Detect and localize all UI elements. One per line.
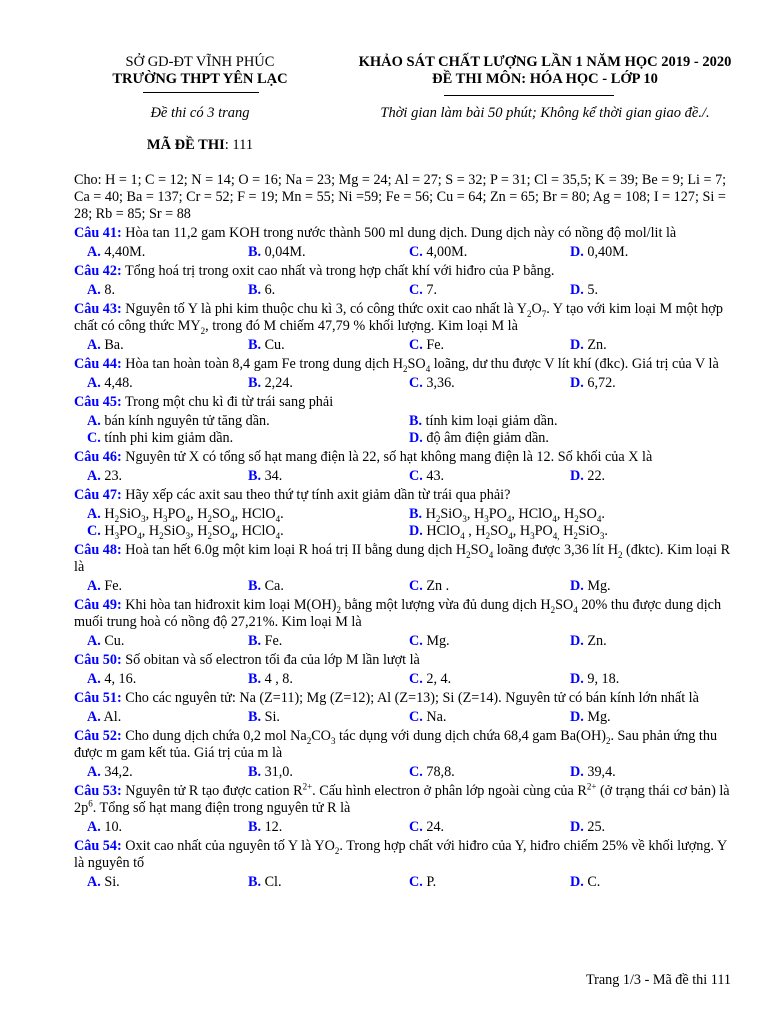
option-letter: A. (87, 874, 101, 890)
option-letter: A. (87, 413, 101, 429)
question-text: Số obitan và số electron tối đa của lớp M lần lượt là (121, 652, 420, 668)
answer-option-c (409, 709, 570, 726)
option-letter: B. (248, 633, 262, 649)
answer-options (74, 578, 736, 595)
question (74, 542, 736, 595)
question (74, 690, 736, 726)
answer-option-a (87, 633, 248, 650)
question (74, 783, 736, 836)
option-text: 4 , 8. (261, 671, 293, 687)
option-letter: C. (409, 874, 423, 890)
answer-option-a (87, 709, 248, 726)
option-text: 34. (261, 468, 283, 484)
answer-option-d (570, 337, 731, 354)
question-stem (74, 652, 736, 669)
option-text: 5. (583, 282, 598, 298)
option-text: 8. (100, 282, 115, 298)
question-stem (74, 690, 736, 707)
option-letter: A. (87, 709, 101, 725)
option-letter: B. (409, 506, 423, 522)
option-text: 31,0. (261, 764, 293, 780)
option-letter: D. (570, 764, 584, 780)
page-footer: Trang 1/3 - Mã đề thi 111 (585, 972, 731, 988)
option-letter: B. (248, 244, 262, 260)
option-text: Mg. (583, 578, 611, 594)
question-number: Câu 54: (74, 838, 122, 854)
question-number: Câu 48: (74, 542, 122, 558)
answer-option-d (570, 578, 731, 595)
option-letter: C. (409, 671, 423, 687)
answer-option-c (409, 337, 570, 354)
option-text: Ca. (261, 578, 284, 594)
header-left (70, 54, 330, 88)
option-text: $H_2SiO_3$, $H_3PO_4$, $H_2SO_4$, HClO$_4$. (100, 506, 284, 524)
answer-option-a (87, 819, 248, 836)
question-text: Cho dung dịch chứa 0,2 mol $Na_2CO_3$ tác dụng với dung dịch chứa 68,4 gam $Ba(OH)_2$. Sau phản ứng thu được m gam kết tủa. Giá trị của m là (74, 728, 718, 761)
question-number: Câu 44: (74, 356, 122, 372)
answer-option-a (87, 337, 248, 354)
option-letter: C. (409, 764, 423, 780)
answer-option-b (248, 671, 409, 688)
question-stem (74, 783, 736, 817)
option-letter: A. (87, 375, 101, 391)
option-letter: D. (570, 819, 584, 835)
option-text: tính phi kim giảm dần. (100, 430, 234, 446)
option-letter: B. (248, 709, 262, 725)
question-stem (74, 487, 736, 504)
question-stem (74, 542, 736, 576)
answer-option-a (87, 764, 248, 781)
header-right-rule (444, 95, 614, 96)
option-text: 22. (583, 468, 606, 484)
question-number: Câu 52: (74, 728, 122, 744)
option-letter: A. (87, 337, 101, 353)
question (74, 301, 736, 354)
question-text: Khi hòa tan hiđroxit kim loại $M(OH)_2$ bằng một lượng vừa đủ dung dịch $H_2SO_4$ 20% thu được dung dịch muối trung hoà có nồng độ 27,21%. Kim loại M là (74, 597, 722, 630)
answer-option-c (409, 874, 570, 891)
option-text: 6,72. (583, 375, 616, 391)
option-text: 23. (100, 468, 123, 484)
option-text: Cu. (100, 633, 125, 649)
answer-option-d (570, 819, 731, 836)
question (74, 449, 736, 485)
option-text: độ âm điện giảm dần. (422, 430, 549, 446)
exam-subject: ĐỀ THI MÔN: HÓA HỌC - LỚP 10 (432, 71, 658, 87)
pages-note: Đề thi có 3 trang (150, 105, 250, 121)
answer-options (74, 375, 736, 392)
option-text: 10. (100, 819, 123, 835)
answer-option-b (248, 337, 409, 354)
option-text: Fe. (422, 337, 445, 353)
option-text: Na. (422, 709, 447, 725)
option-text: 4,00M. (422, 244, 468, 260)
question (74, 356, 736, 392)
answer-options (74, 819, 736, 836)
answer-option-a (87, 506, 409, 523)
question-stem (74, 838, 736, 872)
answer-options (74, 337, 736, 354)
option-letter: C. (409, 375, 423, 391)
question-stem (74, 263, 736, 280)
answer-option-b (248, 578, 409, 595)
answer-option-a (87, 468, 248, 485)
option-letter: B. (248, 468, 262, 484)
option-letter: B. (248, 337, 262, 353)
option-letter: D. (570, 874, 584, 890)
answer-option-a (87, 578, 248, 595)
option-text: $H_3PO_4$, $H_2SiO_3$, $H_2SO_4$, HClO$_4$. (100, 523, 284, 541)
answer-option-d (570, 764, 731, 781)
option-letter: B. (248, 819, 262, 835)
option-letter: B. (248, 874, 262, 890)
option-letter: B. (248, 578, 262, 594)
option-letter: D. (570, 375, 584, 391)
option-text: 24. (422, 819, 445, 835)
option-text: 0,40M. (583, 244, 629, 260)
answer-option-d (570, 633, 731, 650)
question-stem (74, 225, 736, 242)
time-note: Thời gian làm bài 50 phút; Không kể thời gian giao đề./. (380, 105, 710, 121)
exam-code (70, 137, 330, 154)
option-text: $H_2SiO_3$, $H_3PO_4$, HClO$_4$, $H_2SO_4$. (422, 506, 605, 524)
answer-option-b (248, 633, 409, 650)
answer-options (74, 413, 736, 447)
answer-option-c (409, 468, 570, 485)
option-text: 12. (261, 819, 283, 835)
option-text: 4,40M. (100, 244, 146, 260)
option-letter: B. (248, 671, 262, 687)
option-letter: B. (248, 282, 262, 298)
answer-option-d (409, 523, 731, 540)
option-letter: B. (409, 413, 423, 429)
option-text: C. (583, 874, 601, 890)
option-text: 34,2. (100, 764, 133, 780)
option-letter: B. (248, 375, 262, 391)
question-text: Cho các nguyên tử: Na (Z=11); Mg (Z=12); Al (Z=13); Si (Z=14). Nguyên tử có bán kính lớn nhất là (121, 690, 699, 706)
question (74, 597, 736, 650)
question-number: Câu 45: (74, 394, 122, 410)
question (74, 652, 736, 688)
question-text: Hòa tan 11,2 gam KOH trong nước thành 500 ml dung dịch. Dung dịch này có nồng độ mol/lit là (121, 225, 677, 241)
school-name: TRƯỜNG THPT YÊN LẠC (112, 71, 288, 87)
question-text: Trong một chu kì đi từ trái sang phải (121, 394, 334, 410)
answer-option-b (248, 282, 409, 299)
answer-option-c (409, 244, 570, 261)
atomic-masses: Cho: H = 1; C = 12; N = 14; O = 16; Na = 23; Mg = 24; Al = 27; S = 32; P = 31; Cl = 35,5; K = 39; Be = 9; Li = 7; Ca = 40; Ba = 137; Cr = 52; F = 19; Mn = 55; Ni =59; Fe = 56; Cu = 64; Zn = 65; Br = 80; Ag = 108; I = 127; Si = 28; Rb = 85; Sr = 88 (74, 172, 727, 222)
question-number: Câu 43: (74, 301, 122, 317)
exam-code-value: : 111 (224, 137, 254, 153)
answer-option-c (409, 578, 570, 595)
option-letter: A. (87, 633, 101, 649)
header-right (330, 54, 760, 88)
question-stem (74, 301, 736, 335)
question (74, 487, 736, 540)
answer-option-b (409, 506, 731, 523)
option-text: Si. (100, 874, 120, 890)
answer-option-c (409, 764, 570, 781)
option-letter: C. (87, 430, 101, 446)
question-number: Câu 50: (74, 652, 122, 668)
option-letter: D. (570, 671, 584, 687)
question-text: Nguyên tử X có tổng số hạt mang điện là 22, số hạt không mang điện là 12. Số khối của X là (121, 449, 653, 465)
answer-option-a (87, 282, 248, 299)
question-number: Câu 42: (74, 263, 122, 279)
answer-option-d (570, 468, 731, 485)
answer-options (74, 874, 736, 891)
question-number: Câu 51: (74, 690, 122, 706)
option-text: 6. (261, 282, 276, 298)
answer-option-d (570, 244, 731, 261)
answer-options (74, 282, 736, 299)
option-text: 0,04M. (261, 244, 306, 260)
answer-option-d (570, 709, 731, 726)
option-text: 4,48. (100, 375, 133, 391)
exam-content (74, 172, 736, 891)
option-text: 2, 4. (422, 671, 452, 687)
answer-options (74, 244, 736, 261)
answer-option-a (87, 874, 248, 891)
option-letter: C. (409, 282, 423, 298)
option-text: Fe. (261, 633, 283, 649)
answer-option-b (248, 468, 409, 485)
option-text: 2,24. (261, 375, 293, 391)
answer-option-b (248, 764, 409, 781)
question (74, 394, 736, 447)
option-text: tính kim loại giảm dần. (422, 413, 558, 429)
option-letter: C. (409, 468, 423, 484)
answer-option-d (570, 282, 731, 299)
answer-option-b (248, 819, 409, 836)
question-stem (74, 394, 736, 411)
question-number: Câu 53: (74, 783, 122, 799)
question-text: Hòa tan hoàn toàn 8,4 gam Fe trong dung dịch $H_2SO_4$ loãng, dư thu được V lít khí (đkc). Giá trị của V là (121, 356, 719, 374)
option-letter: D. (570, 337, 584, 353)
answer-option-c (409, 633, 570, 650)
answer-option-d (570, 874, 731, 891)
option-text: Al. (100, 709, 122, 725)
option-text: Mg. (422, 633, 450, 649)
question-stem (74, 356, 736, 373)
option-letter: D. (409, 523, 423, 539)
option-text: P. (422, 874, 437, 890)
option-letter: D. (570, 468, 584, 484)
option-letter: C. (409, 819, 423, 835)
question-number: Câu 41: (74, 225, 122, 241)
option-text: Ba. (100, 337, 124, 353)
option-letter: C. (409, 578, 423, 594)
answer-option-c (409, 671, 570, 688)
answer-option-b (409, 413, 731, 430)
question-stem (74, 597, 736, 631)
option-text: 9, 18. (583, 671, 620, 687)
option-letter: C. (87, 523, 101, 539)
answer-option-c (87, 523, 409, 540)
option-letter: D. (570, 282, 584, 298)
exam-title: KHẢO SÁT CHẤT LƯỢNG LẦN 1 NĂM HỌC 2019 - 2020 (358, 54, 732, 70)
option-text: Fe. (100, 578, 123, 594)
option-letter: D. (570, 244, 584, 260)
option-letter: D. (409, 430, 423, 446)
question-text: Hãy xếp các axit sau theo thứ tự tính axit giảm dần từ trái qua phải? (121, 487, 511, 503)
option-letter: A. (87, 468, 101, 484)
option-text: 43. (422, 468, 445, 484)
option-text: 7. (422, 282, 437, 298)
option-text: Cu. (261, 337, 285, 353)
question (74, 728, 736, 781)
question-stem (74, 728, 736, 762)
answer-option-b (248, 874, 409, 891)
option-letter: D. (570, 633, 584, 649)
answer-options (74, 506, 736, 540)
option-letter: C. (409, 337, 423, 353)
answer-option-a (87, 671, 248, 688)
option-letter: C. (409, 709, 423, 725)
option-letter: A. (87, 819, 101, 835)
answer-option-b (248, 244, 409, 261)
option-text: 3,36. (422, 375, 455, 391)
answer-option-b (248, 709, 409, 726)
option-letter: A. (87, 764, 101, 780)
question (74, 225, 736, 261)
answer-options (74, 709, 736, 726)
option-letter: D. (570, 709, 584, 725)
question-stem (74, 449, 736, 466)
question-number: Câu 46: (74, 449, 122, 465)
answer-option-b (248, 375, 409, 392)
option-text: 25. (583, 819, 606, 835)
option-text: Si. (261, 709, 280, 725)
question-text: Hoà tan hết 6.0g một kim loại R hoá trị II bằng dung dịch $H_2SO_4$ loãng được 3,36 lít $H_2$ (đktc). Kim loại R là (74, 542, 731, 575)
option-text: 4, 16. (100, 671, 137, 687)
question (74, 838, 736, 891)
option-letter: A. (87, 244, 101, 260)
answer-option-a (87, 413, 409, 430)
answer-option-d (409, 430, 731, 447)
option-text: 39,4. (583, 764, 616, 780)
option-text: bán kính nguyên tử tăng dần. (100, 413, 270, 429)
option-text: Zn . (422, 578, 450, 594)
option-text: Zn. (583, 633, 607, 649)
answer-option-a (87, 375, 248, 392)
question-text: Oxit cao nhất của nguyên tố Y là $YO_2$. Trong hợp chất với hiđro của Y, hiđro chiếm 25% về khối lượng. Y là nguyên tố (74, 838, 727, 871)
option-letter: A. (87, 282, 101, 298)
option-letter: C. (409, 633, 423, 649)
header-left-rule (143, 92, 259, 93)
question-number: Câu 47: (74, 487, 122, 503)
department-name: SỞ GD-ĐT VĨNH PHÚC (125, 54, 275, 70)
question-text: Tổng hoá trị trong oxit cao nhất và trong hợp chất khí với hiđro của P bằng. (121, 263, 555, 279)
question-list (74, 225, 736, 891)
question-text: Nguyên tử R tạo được cation $R^{2+}$. Cấu hình electron ở phân lớp ngoài cùng của $R^{2+}$ (ở trạng thái cơ bản) là $2p^6$. Tổng số hạt mang điện trong nguyên tử R là (74, 781, 730, 816)
question (74, 263, 736, 299)
answer-option-c (409, 282, 570, 299)
option-letter: A. (87, 671, 101, 687)
option-text: Mg. (583, 709, 611, 725)
option-letter: A. (87, 506, 101, 522)
answer-option-d (570, 375, 731, 392)
answer-options (74, 633, 736, 650)
option-text: Zn. (583, 337, 607, 353)
answer-option-d (570, 671, 731, 688)
answer-options (74, 671, 736, 688)
question-text: Nguyên tố Y là phi kim thuộc chu kì 3, có công thức oxit cao nhất là $Y_2O_7$. Y tạo với kim loại M một hợp chất có công thức $MY_2$, trong đó M chiếm 47,79 % khối lượng. Kim loại M là (74, 301, 723, 336)
option-text: 78,8. (422, 764, 455, 780)
option-text: Cl. (261, 874, 282, 890)
answer-option-c (87, 430, 409, 447)
option-letter: D. (570, 578, 584, 594)
exam-code-label: MÃ ĐỀ THI (146, 137, 225, 153)
option-text: HClO$_4$ , $H_2SO_4$, $H_3PO_{4,}$ $H_2SiO_3$. (422, 523, 608, 541)
option-letter: C. (409, 244, 423, 260)
option-letter: A. (87, 578, 101, 594)
answer-options (74, 764, 736, 781)
option-letter: B. (248, 764, 262, 780)
answer-option-c (409, 375, 570, 392)
answer-option-c (409, 819, 570, 836)
answer-option-a (87, 244, 248, 261)
answer-options (74, 468, 736, 485)
question-number: Câu 49: (74, 597, 122, 613)
